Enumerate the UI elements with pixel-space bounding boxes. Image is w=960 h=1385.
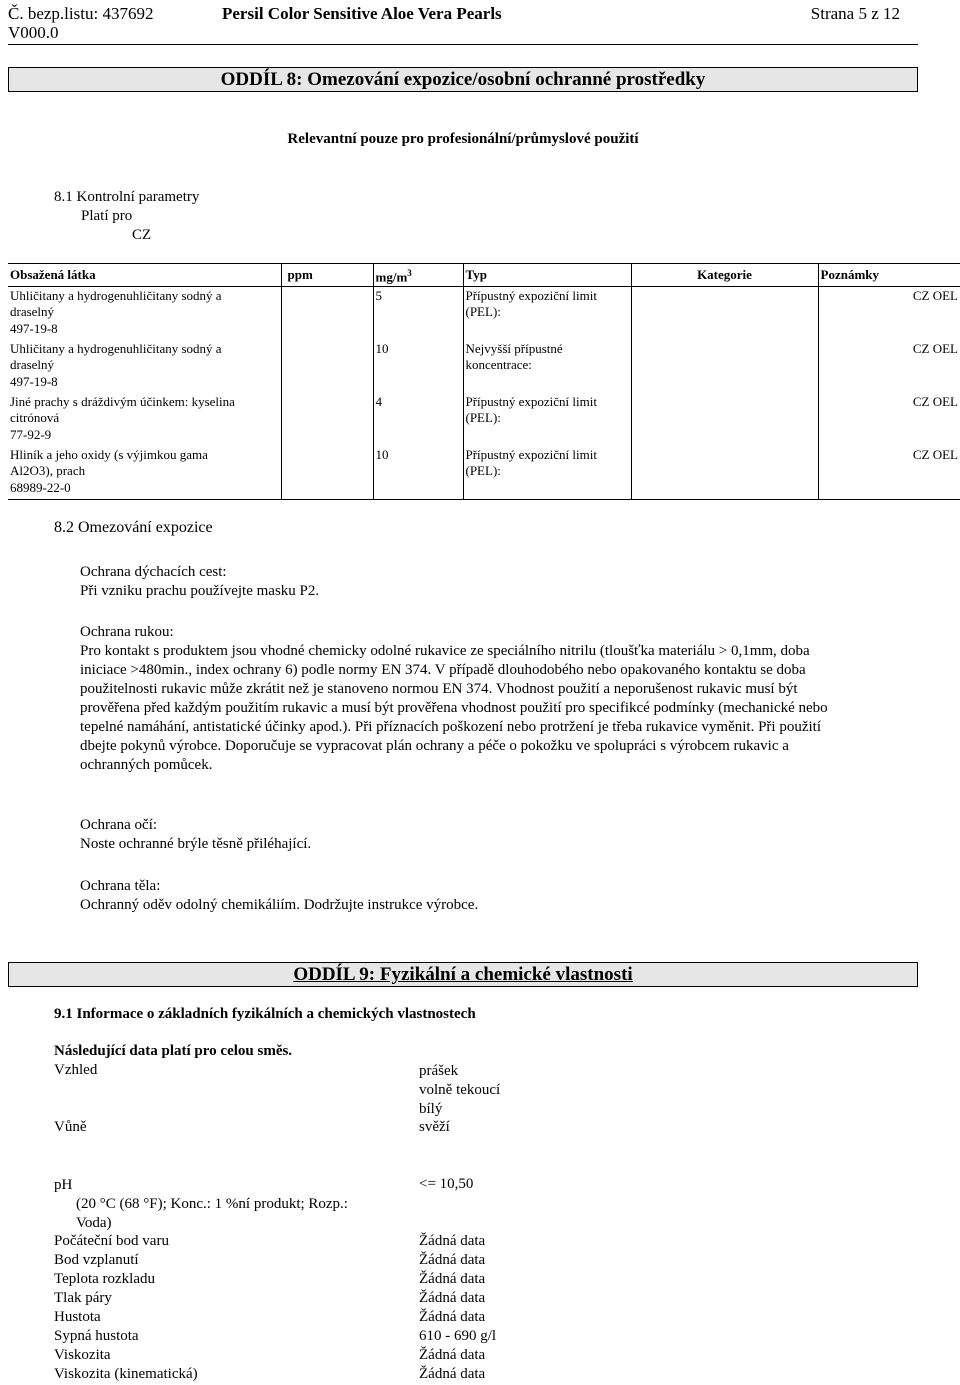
ppm-cell xyxy=(281,393,373,446)
col-header-mg xyxy=(373,264,463,287)
substance-name-line: draselný xyxy=(10,304,55,320)
property-value: Žádná data xyxy=(419,1233,486,1249)
ppm-cell xyxy=(281,340,373,393)
hand-text-line: tepelné namáhání, antistatické účinky apod.). Při příznacích poškození nebo protržení je třeba rukavice vyměnit. Při použití xyxy=(80,719,821,735)
property-label: Sypná hustota xyxy=(54,1328,139,1344)
ppm-cell xyxy=(281,446,373,500)
section-8-1-heading: 8.1 Kontrolní parametry xyxy=(54,189,200,205)
hand-text-line: iniciace >480min., index ochrany 6) podle normy EN 374. V případě dlouhodobého nebo opakovaného kontaktu se doba xyxy=(80,662,806,678)
page-number: Strana 5 z 12 xyxy=(810,4,900,23)
type-cell xyxy=(463,286,631,340)
eye-label: Ochrana očí: xyxy=(80,817,158,833)
cas-number: 77-92-9 xyxy=(10,426,52,442)
section-8-subtitle: Relevantní pouze pro profesionální/průmyslové použití xyxy=(287,131,639,147)
appearance-values xyxy=(419,1062,500,1119)
notes-cell: CZ OEL xyxy=(818,340,960,393)
appearance-value: volně tekoucí xyxy=(419,1082,501,1098)
substance-name-line: Al2O3), prach xyxy=(10,463,86,479)
property-label: Počáteční bod varu xyxy=(54,1233,169,1249)
appearance-value: prášek xyxy=(419,1063,459,1079)
property-label: Tlak páry xyxy=(54,1290,112,1306)
appearance-value: bílý xyxy=(419,1101,443,1117)
col-header-category: Kategorie xyxy=(631,264,818,287)
hand-text-line: použitelnosti rukavic může zkrátit než je stanoveno normou EN 374. Vhodnost použití a neporušenost rukavic musí být xyxy=(80,681,798,697)
section-8-2-heading: 8.2 Omezování expozice xyxy=(54,519,213,536)
ph-value: <= 10,50 xyxy=(419,1176,474,1192)
section-9-title-text: ODDÍL 9: Fyzikální a chemické vlastnosti xyxy=(293,964,633,985)
type-line: (PEL): xyxy=(465,463,501,479)
header-divider xyxy=(8,44,918,45)
cas-number: 497-19-8 xyxy=(10,373,58,389)
substance-name-line: draselný xyxy=(10,357,55,373)
odor-value: svěží xyxy=(419,1119,450,1135)
ppm-cell xyxy=(281,286,373,340)
valid-for-country: CZ xyxy=(132,227,152,243)
respiratory-text: Při vzniku prachu používejte masku P2. xyxy=(80,583,320,599)
section-8-title: ODDÍL 8: Omezování expozice/osobní ochranné prostředky xyxy=(8,67,918,92)
hand-text-line: Pro kontakt s produktem jsou vhodné chemicky odolné rukavice ze speciálního nitrilu (tloušťka materiálu > 0,1mm, doba xyxy=(80,643,810,659)
category-cell xyxy=(631,340,818,393)
section-9-1-heading: 9.1 Informace o základních fyzikálních a chemických vlastnostech xyxy=(54,1006,476,1022)
type-line: Nejvyšší přípustné xyxy=(465,340,563,356)
table-row xyxy=(8,446,960,500)
section-9-title xyxy=(8,962,918,987)
mg-cell: 5 xyxy=(373,286,463,340)
mg-unit: mg/m xyxy=(375,269,408,285)
ph-conditions: (20 °C (68 °F); Konc.: 1 %ní produkt; Rozp.: xyxy=(76,1196,348,1212)
category-cell xyxy=(631,446,818,500)
type-line: Přípustný expoziční limit xyxy=(465,287,597,303)
notes-cell: CZ OEL xyxy=(818,446,960,500)
col-header-type: Typ xyxy=(463,264,631,287)
notes-cell: CZ OEL xyxy=(818,286,960,340)
property-value: Žádná data xyxy=(419,1252,486,1268)
ph-label: pH xyxy=(54,1177,73,1193)
col-header-substance: Obsažená látka xyxy=(8,264,281,287)
property-label: Viskozita (kinematická) xyxy=(54,1366,198,1382)
hand-text-line: dbejte pokynů výrobce. Doporučuje se vypracovat plán ochrany a péče o pokožku ve spolupráci s výrobcem rukavic a xyxy=(80,738,789,754)
table-row xyxy=(8,286,960,340)
section-8-1-heading-block xyxy=(54,188,199,245)
body-label: Ochrana těla: xyxy=(80,878,161,894)
property-label: Bod vzplanutí xyxy=(54,1252,139,1268)
cas-number: 68989-22-0 xyxy=(10,479,71,495)
substance-cell xyxy=(8,393,281,446)
property-value: Žádná data xyxy=(419,1347,486,1363)
header-doc-number xyxy=(8,4,153,42)
substance-cell xyxy=(8,446,281,500)
doc-number: Č. bezp.listu: 437692 xyxy=(8,4,154,23)
type-line: koncentrace: xyxy=(465,357,532,373)
mixture-intro: Následující data platí pro celou směs. xyxy=(54,1043,293,1059)
eye-text: Noste ochranné brýle těsně přiléhající. xyxy=(80,836,312,852)
type-cell xyxy=(463,393,631,446)
substance-name-line: Uhličitany a hydrogenuhličitany sodný a xyxy=(10,287,222,303)
body-text: Ochranný oděv odolný chemikáliím. Dodržujte instrukce výrobce. xyxy=(80,897,479,913)
hand-text-line: prověřena před každým použitím rukavic a musí být prověřena vhodnost použití pro specifikcé podmínky (mechanické nebo xyxy=(80,700,828,716)
property-value: Žádná data xyxy=(419,1290,486,1306)
product-name: Persil Color Sensitive Aloe Vera Pearls xyxy=(222,4,502,23)
hand-protection xyxy=(80,623,828,775)
mg-cell: 10 xyxy=(373,446,463,500)
substance-cell xyxy=(8,286,281,340)
ph-block xyxy=(54,1176,348,1233)
substance-name-line: Uhličitany a hydrogenuhličitany sodný a xyxy=(10,340,222,356)
type-cell xyxy=(463,446,631,500)
substance-cell xyxy=(8,340,281,393)
body-protection xyxy=(80,877,478,915)
mg-unit-exponent: 3 xyxy=(407,268,412,278)
valid-for-label: Platí pro xyxy=(81,208,133,224)
hand-label: Ochrana rukou: xyxy=(80,624,174,640)
respiratory-label: Ochrana dýchacích cest: xyxy=(80,564,227,580)
cas-number: 497-19-8 xyxy=(10,320,58,336)
substance-name-line: citrónová xyxy=(10,410,60,426)
property-label: Teplota rozkladu xyxy=(54,1271,155,1287)
property-value: Žádná data xyxy=(419,1366,486,1382)
substance-name-line: Jiné prachy s dráždivým účinkem: kyselina xyxy=(10,393,235,409)
exposure-limits-table xyxy=(8,263,960,500)
type-line: Přípustný expoziční limit xyxy=(465,393,597,409)
notes-cell: CZ OEL xyxy=(818,393,960,446)
property-label: Hustota xyxy=(54,1309,101,1325)
category-cell xyxy=(631,393,818,446)
col-header-notes: Poznámky xyxy=(818,264,960,287)
eye-protection xyxy=(80,816,311,854)
type-line: (PEL): xyxy=(465,410,501,426)
mg-cell: 10 xyxy=(373,340,463,393)
hand-text-line: ochranných pomůcek. xyxy=(80,757,213,773)
table-row xyxy=(8,340,960,393)
type-cell xyxy=(463,340,631,393)
type-line: Přípustný expoziční limit xyxy=(465,446,597,462)
ph-conditions: Voda) xyxy=(76,1215,112,1231)
property-value: Žádná data xyxy=(419,1309,486,1325)
doc-version: V000.0 xyxy=(8,23,59,42)
table-row xyxy=(8,393,960,446)
mg-cell: 4 xyxy=(373,393,463,446)
property-value: 610 - 690 g/l xyxy=(419,1328,497,1344)
property-label: Viskozita xyxy=(54,1347,111,1363)
appearance-label: Vzhled xyxy=(54,1062,98,1078)
type-line: (PEL): xyxy=(465,304,501,320)
col-header-ppm: ppm xyxy=(281,264,373,287)
category-cell xyxy=(631,286,818,340)
substance-name-line: Hliník a jeho oxidy (s výjimkou gama xyxy=(10,446,208,462)
table-header-row xyxy=(8,264,960,287)
property-value: Žádná data xyxy=(419,1271,486,1287)
odor-label: Vůně xyxy=(54,1119,87,1135)
respiratory-protection xyxy=(80,563,319,601)
